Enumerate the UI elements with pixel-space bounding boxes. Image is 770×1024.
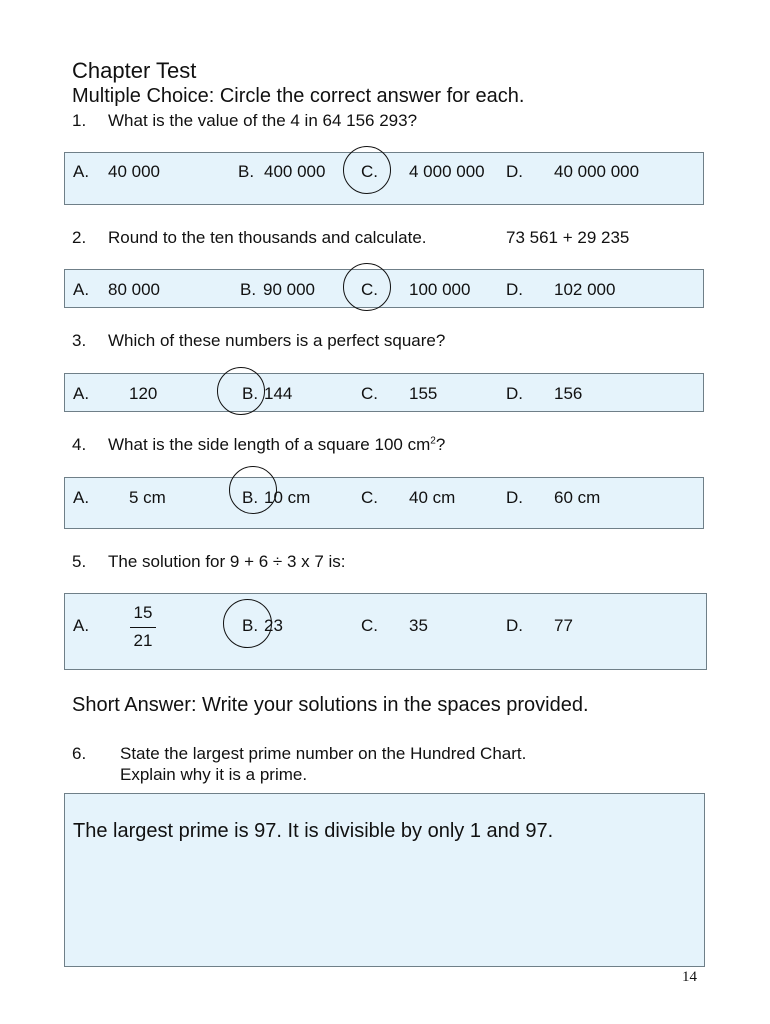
q4-option-a-letter: A. <box>73 488 90 507</box>
question-4-superscript: 2 <box>430 435 436 447</box>
question-3-answer-box <box>64 373 704 412</box>
page-number: 14 <box>682 969 697 985</box>
question-4-text-end: ? <box>435 435 446 454</box>
question-5-answer-box <box>64 593 707 670</box>
q1-answer-circle <box>343 146 391 194</box>
q5-answer-circle <box>223 599 272 648</box>
q4-option-a-value: 5 cm <box>129 488 166 507</box>
page-title: Chapter Test <box>72 58 197 83</box>
q2-option-c-letter: C. <box>361 280 378 299</box>
q2-option-a-letter: A. <box>73 280 90 299</box>
q3-option-c-letter: C. <box>361 384 378 403</box>
question-5-number: 5. <box>72 552 87 571</box>
question-6-answer: The largest prime is 97. It is divisible by only 1 and 97. <box>73 820 554 842</box>
q1-option-c-letter: C. <box>361 162 378 181</box>
q2-option-d-value: 102 000 <box>554 280 616 299</box>
question-2-expression: 73 561 + 29 235 <box>506 228 630 247</box>
q1-option-b-value: 400 000 <box>264 162 326 181</box>
question-6-line-2: Explain why it is a prime. <box>120 765 308 784</box>
question-5-text: The solution for 9 + 6 ÷ 3 x 7 is: <box>108 552 346 571</box>
q2-answer-circle <box>343 263 391 311</box>
q3-option-b-value: 144 <box>264 384 293 403</box>
q4-option-d-letter: D. <box>506 488 523 507</box>
q1-option-c-value: 4 000 000 <box>409 162 485 181</box>
q4-option-c-letter: C. <box>361 488 378 507</box>
q5-option-d-letter: D. <box>506 616 523 635</box>
q5-fraction-numerator: 15 <box>133 603 153 622</box>
question-6-number: 6. <box>72 744 87 763</box>
q5-option-c-value: 35 <box>409 616 428 635</box>
q5-option-b-value: 23 <box>264 616 283 635</box>
q3-option-d-letter: D. <box>506 384 523 403</box>
q5-fraction-denominator: 21 <box>133 631 153 650</box>
q2-option-d-letter: D. <box>506 280 523 299</box>
q3-option-c-value: 155 <box>409 384 438 403</box>
q5-option-b-letter: B. <box>242 616 259 635</box>
multiple-choice-instructions: Multiple Choice: Circle the correct answer for each. <box>72 85 525 107</box>
question-4-text-main: What is the side length of a square 100 cm <box>108 435 431 454</box>
q3-option-a-value: 120 <box>129 384 158 403</box>
q2-option-c-value: 100 000 <box>409 280 471 299</box>
question-6-answer-box <box>64 793 705 967</box>
q2-option-b-value: 90 000 <box>263 280 315 299</box>
q4-answer-circle <box>229 466 277 514</box>
question-4-text <box>108 435 445 455</box>
q3-option-b-letter: B. <box>242 384 259 403</box>
q5-fraction-bar <box>130 627 156 628</box>
q5-option-a-letter: A. <box>73 616 90 635</box>
question-6-line-1: State the largest prime number on the Hundred Chart. <box>120 744 527 763</box>
q2-option-b-letter: B. <box>240 280 257 299</box>
q4-option-b-value: 10 cm <box>264 488 311 507</box>
q3-answer-circle <box>217 367 265 415</box>
question-1-number: 1. <box>72 111 87 130</box>
q1-option-d-value: 40 000 000 <box>554 162 640 181</box>
q1-option-a-letter: A. <box>73 162 90 181</box>
q1-option-d-letter: D. <box>506 162 523 181</box>
question-3-text: Which of these numbers is a perfect square? <box>108 331 446 350</box>
question-4-answer-box <box>64 477 704 529</box>
question-2-text: Round to the ten thousands and calculate. <box>108 228 427 247</box>
q4-option-c-value: 40 cm <box>409 488 456 507</box>
q4-option-d-value: 60 cm <box>554 488 601 507</box>
q1-option-b-letter: B. <box>238 162 255 181</box>
q2-option-a-value: 80 000 <box>108 280 160 299</box>
short-answer-heading: Short Answer: Write your solutions in the spaces provided. <box>72 694 589 716</box>
question-3-number: 3. <box>72 331 87 350</box>
q3-option-d-value: 156 <box>554 384 583 403</box>
q3-option-a-letter: A. <box>73 384 90 403</box>
q5-option-a-fraction <box>130 603 156 651</box>
q5-option-c-letter: C. <box>361 616 378 635</box>
q4-option-b-letter: B. <box>242 488 259 507</box>
q1-option-a-value: 40 000 <box>108 162 160 181</box>
question-1-text: What is the value of the 4 in 64 156 293? <box>108 111 418 130</box>
question-4-number: 4. <box>72 435 87 454</box>
question-2-number: 2. <box>72 228 87 247</box>
q5-option-d-value: 77 <box>554 616 573 635</box>
